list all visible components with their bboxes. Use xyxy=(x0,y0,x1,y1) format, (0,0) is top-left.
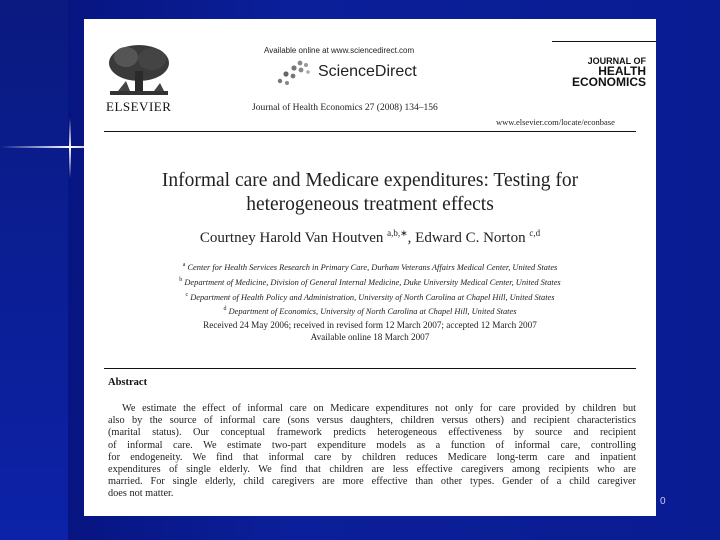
abstract-line: We estimate the effect of informal care on Medicare expenditures not only for care provided by children but xyxy=(122,403,636,414)
affiliation-text: Department of Medicine, Division of General Internal Medicine, Duke University Medical Center, United States xyxy=(184,277,561,287)
elsevier-tree-logo xyxy=(104,41,174,101)
article-history xyxy=(102,319,638,343)
journal-url: www.elsevier.com/locate/econbase xyxy=(496,117,615,127)
abstract-body xyxy=(108,403,636,501)
abstract-line: does not matter. xyxy=(108,488,174,500)
abstract-line: also by the source of informal care (sons versus daughters, children versus others) and recipient characteristics xyxy=(108,415,636,427)
header-divider xyxy=(104,131,636,132)
affiliation-text: Department of Health Policy and Administration, University of North Carolina at Chapel Hill, United States xyxy=(190,292,555,302)
author-list xyxy=(102,228,638,247)
journal-logo-rule xyxy=(552,41,656,42)
author-separator: , xyxy=(407,230,416,246)
affiliation-item xyxy=(102,303,638,318)
slide-page-number: 0 xyxy=(660,496,666,507)
publisher-name: ELSEVIER xyxy=(106,99,172,114)
sparkle-decoration xyxy=(69,118,71,178)
journal-name-line1: JOURNAL OF xyxy=(587,56,646,66)
author-name: Edward C. Norton xyxy=(415,230,526,246)
author-affiliation-marks: c,d xyxy=(529,228,541,238)
article-title xyxy=(102,169,638,217)
received-dates: Received 24 May 2006; received in revised form 12 March 2007; accepted 12 March 2007 xyxy=(203,320,537,330)
affiliation-list xyxy=(102,259,638,318)
affiliation-mark: a xyxy=(182,262,186,268)
journal-name-line2: HEALTH xyxy=(598,64,646,78)
affiliation-item xyxy=(102,259,638,274)
author-name: Courtney Harold Van Houtven xyxy=(199,230,384,246)
affiliation-text: Department of Economics, University of North Carolina at Chapel Hill, United States xyxy=(228,307,517,317)
affiliation-mark: b xyxy=(179,276,183,283)
abstract-line: expenditures of single elderly. We find that children are less effective caregivers among recipients who are xyxy=(108,464,636,476)
sciencedirect-dots-icon xyxy=(276,59,312,87)
abstract-line: married. For single elderly, child caregivers are more effective than other types. Gender of a child caregiver xyxy=(108,476,636,488)
article-title-line1: Informal care and Medicare expenditures: Testing for xyxy=(161,170,579,191)
affiliation-mark: c xyxy=(185,291,189,298)
available-online-text: Available online at www.sciencedirect.com xyxy=(264,46,415,55)
abstract-line: (marital status). Our conceptual framework predicts heterogeneous effectiveness by source and recipient xyxy=(108,427,636,439)
affiliation-item xyxy=(102,289,638,304)
article-title-line2: heterogeneous treatment effects xyxy=(246,194,494,215)
journal-name-line3: ECONOMICS xyxy=(571,75,646,89)
abstract-divider xyxy=(104,368,636,369)
journal-logo xyxy=(544,41,656,88)
slide-background-band xyxy=(0,0,68,540)
sciencedirect-wordmark: ScienceDirect xyxy=(318,63,417,80)
abstract-heading: Abstract xyxy=(108,377,148,388)
affiliation-mark: d xyxy=(223,306,227,313)
journal-citation: Journal of Health Economics 27 (2008) 134–156 xyxy=(252,103,438,113)
affiliation-item xyxy=(102,274,638,289)
abstract-line: for endogeneity. We find that informal care by children reduces Medicare long-term care and inpatient xyxy=(108,451,636,463)
paper-page xyxy=(84,19,656,516)
abstract-line: of informal care. We estimate two-part expenditure models as a function of informal care, controlling xyxy=(108,439,636,451)
author-affiliation-marks: a,b,∗ xyxy=(387,228,408,238)
available-online-date: Available online 18 March 2007 xyxy=(310,332,430,342)
affiliation-text: Center for Health Services Research in Primary Care, Durham Veterans Affairs Medical Center, United States xyxy=(187,262,558,272)
